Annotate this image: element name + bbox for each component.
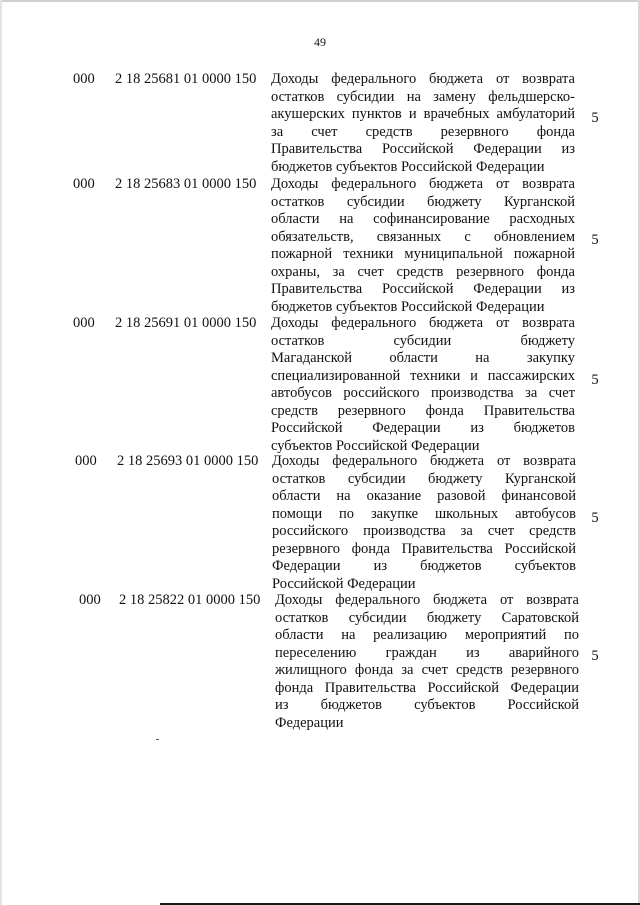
description-line: Российской Федерации <box>272 575 416 592</box>
description-cell <box>275 592 579 732</box>
scan-edge-top <box>0 0 640 2</box>
kbk-code-cell: 2 18 25693 01 0000 150 <box>117 453 259 469</box>
description-line: за счет средств резервного фонда <box>271 123 575 140</box>
description-line: акушерских пунктов и врачебных амбулаторий <box>271 106 575 122</box>
description-line: области на софинансирование расходных <box>271 211 575 227</box>
description-line: Федерации из бюджетов субъектов <box>272 558 576 574</box>
description-cell <box>271 176 575 316</box>
description-line: охраны, за счет средств резервного фонда <box>271 263 575 280</box>
description-line: остатков субсидии на замену фельдшерско- <box>271 88 575 105</box>
description-line: остатков субсидии бюджету <box>271 332 575 349</box>
description-line: жилищного фонда за счет средств резервного <box>275 662 579 678</box>
description-line: области на оказание разовой финансовой <box>272 488 576 504</box>
description-line: пожарной техники муниципальной пожарной <box>271 246 575 262</box>
description-line: Правительства Российской Федерации из <box>271 281 575 297</box>
page-number: 49 <box>314 35 326 49</box>
value-cell: 5 <box>591 110 599 126</box>
scan-edge-left <box>0 0 2 905</box>
description-line: переселению граждан из аварийного <box>275 644 579 661</box>
description-line: Магаданской области на закупку <box>271 350 575 366</box>
description-line: Российской Федерации из бюджетов <box>271 420 575 436</box>
description-line: остатков субсидии бюджету Саратовской <box>275 609 579 626</box>
admin-code-cell: 000 <box>73 71 95 87</box>
description-line: области на реализацию мероприятий по <box>275 627 579 643</box>
description-line: остатков субсидии бюджету Курганской <box>271 193 575 210</box>
description-line: Доходы федерального бюджета от возврата <box>271 315 575 331</box>
description-line: субъектов Российской Федерации <box>271 437 480 454</box>
description-line: Федерации <box>275 714 344 731</box>
admin-code-cell: 000 <box>75 453 97 469</box>
description-line: Доходы федерального бюджета от возврата <box>272 453 576 469</box>
description-line: Доходы федерального бюджета от возврата <box>271 71 575 87</box>
description-cell <box>271 315 575 455</box>
description-cell <box>271 71 575 176</box>
description-line: фонда Правительства Российской Федерации <box>275 679 579 696</box>
kbk-code-cell: 2 18 25822 01 0000 150 <box>119 592 261 608</box>
admin-code-cell: 000 <box>73 315 95 331</box>
value-cell: 5 <box>591 648 599 664</box>
description-line: резервного фонда Правительства Российской <box>272 540 576 557</box>
value-cell: 5 <box>591 232 599 248</box>
kbk-code-cell: 2 18 25683 01 0000 150 <box>115 176 257 192</box>
value-cell: 5 <box>591 510 599 526</box>
description-line: специализированной техники и пассажирских <box>271 367 575 384</box>
description-line: остатков субсидии бюджету Курганской <box>272 470 576 487</box>
admin-code-cell: 000 <box>79 592 101 608</box>
description-line: средств резервного фонда Правительства <box>271 402 575 419</box>
description-line: помощи по закупке школьных автобусов <box>272 505 576 522</box>
value-cell: 5 <box>591 372 599 388</box>
description-line: бюджетов субъектов Российской Федерации <box>271 158 545 175</box>
description-line: из бюджетов субъектов Российской <box>275 697 579 713</box>
description-line: обязательств, связанных с обновлением <box>271 228 575 245</box>
description-line: Доходы федерального бюджета от возврата <box>275 592 579 608</box>
description-line: бюджетов субъектов Российской Федерации <box>271 298 545 315</box>
kbk-code-cell: 2 18 25681 01 0000 150 <box>115 71 257 87</box>
admin-code-cell: 000 <box>73 176 95 192</box>
kbk-code-cell: 2 18 25691 01 0000 150 <box>115 315 257 331</box>
description-line: российского производства за счет средств <box>272 523 576 539</box>
scan-speck <box>156 739 159 740</box>
description-cell <box>272 453 576 593</box>
description-line: Доходы федерального бюджета от возврата <box>271 176 575 192</box>
description-line: автобусов российского производства за счет <box>271 385 575 401</box>
description-line: Правительства Российской Федерации из <box>271 141 575 157</box>
